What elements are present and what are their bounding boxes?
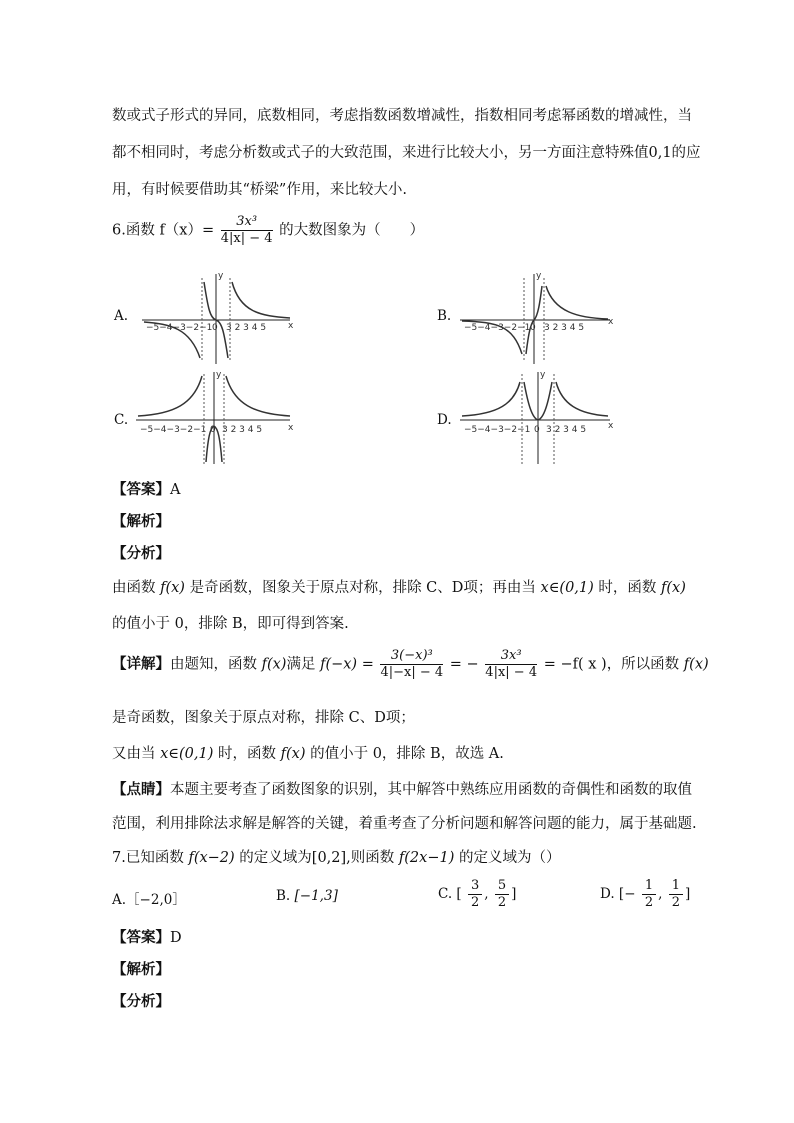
q6-frac-den: 4|x| − 4 [220, 231, 273, 246]
math-interval: x∈(0,1) [540, 580, 594, 596]
text: 的定义域为（） [458, 850, 561, 866]
text: 又由当 [112, 746, 156, 762]
answer-label: 【答案】 [112, 481, 170, 498]
q7-option-b[interactable] [276, 888, 338, 904]
q7-option-a[interactable]: A.［−2,0］ [112, 892, 186, 908]
text: 本题主要考查了函数图象的识别，其中解答中熟练应用函数的奇偶性和函数的取值 [170, 782, 692, 798]
q6-fraction [221, 214, 273, 247]
q6-prefix: 6.函数 f（x）= [112, 222, 215, 239]
q6-fenxi-label [112, 542, 170, 563]
q6-answer [112, 478, 180, 499]
q7-option-d[interactable]: D. [− $\frac{1}{2}$ , $\frac{1}{2}$ ] [600, 878, 691, 910]
intro-line-3: 用，有时候要借助其“桥梁”作用，来比较大小. [112, 182, 407, 198]
x-ticks-negative: −5−4−3−2−1 [146, 323, 213, 333]
q7-fenxi-label [112, 990, 170, 1011]
intro-line-2: 都不相同时，考虑分析数或式子的大致范围，来进行比较大小，另一方面注意特殊值0,1的应 [112, 145, 701, 161]
q6-stem [112, 214, 424, 247]
x-tick-0: 0 [530, 323, 536, 333]
q7-analysis-label [112, 958, 170, 979]
q6-option-a-label: A. [114, 308, 129, 324]
frac [468, 878, 482, 911]
x-ticks-positive: 3 2 3 4 5 [544, 323, 585, 333]
q7-answer [112, 926, 182, 947]
q6-dianjing-line-2: 范围，利用排除法求解是解答的关键，着重考查了分析问题和解答问题的能力，属于基础题. [112, 816, 697, 832]
x-ticks-positive: 3 2 3 4 5 [226, 323, 267, 333]
text: 时，函数 [218, 746, 277, 762]
q6-graph-b[interactable] [458, 268, 618, 368]
text: 由函数 [112, 580, 156, 596]
x-ticks-negative: −5−4−3−2−1 [464, 323, 531, 333]
x-ticks-positive: 3 2 3 4 5 [222, 425, 263, 435]
fenxi-label: 【分析】 [112, 545, 170, 562]
q7-option-c[interactable]: C. [ $\frac{3}{2}$ , $\frac{5}{2}$ ] [438, 878, 517, 910]
math-fx: f(x) [160, 580, 185, 596]
frac [642, 878, 656, 911]
analysis-label: 【解析】 [112, 513, 170, 530]
x-ticks-positive: 3 2 3 4 5 [546, 425, 587, 435]
q6-detail-line-3 [112, 742, 504, 763]
x-ticks-negative: −5−4−3−2−1 [140, 425, 207, 435]
text: 满足 [286, 656, 316, 673]
x-axis-label: x [608, 421, 614, 431]
text: = −f( x )，所以函数 [543, 656, 680, 673]
q6-dianjing-line-1 [112, 778, 692, 799]
frac [495, 878, 509, 911]
q6-graph-c[interactable] [134, 368, 298, 468]
q6-frac-num: 3x³ [221, 214, 273, 231]
x-axis-label: x [608, 317, 614, 327]
q6-detail-line-2: 是奇函数，图象关于原点对称，排除 C、D项； [112, 710, 415, 726]
option-label: C. [438, 886, 453, 902]
frac-den: 2 [497, 895, 507, 910]
frac-num: 1 [669, 878, 683, 895]
q7-stem [112, 846, 560, 867]
frac-num: 5 [495, 878, 509, 895]
q6-fenxi-line-2: 的值小于 0，排除 B，即可得到答案. [112, 616, 349, 632]
q6-graph-a[interactable] [140, 268, 300, 368]
frac-num: 1 [642, 878, 656, 895]
option-value: [−1,3] [294, 888, 338, 904]
math-eq: = − [449, 656, 479, 673]
detail-frac-1 [380, 648, 443, 681]
math-fx: f(x) [280, 746, 306, 762]
detail-label: 【详解】 [112, 655, 170, 673]
text: 由题知，函数 [170, 656, 257, 673]
dianjing-label: 【点睛】 [112, 781, 170, 798]
text: 是奇函数，图象关于原点对称，排除 C、D项；再由当 [189, 580, 536, 596]
option-label: B. [276, 888, 291, 904]
fenxi-label: 【分析】 [112, 993, 170, 1010]
frac-num: 3(−x)³ [380, 648, 443, 665]
q6-detail-line-1 [112, 648, 709, 681]
text: 的值小于 0，排除 B，故选 A. [310, 746, 504, 762]
answer-value: D [170, 930, 182, 946]
frac [669, 878, 683, 911]
q6-suffix: 的大数图象为（ ） [279, 222, 425, 239]
option-label: D. [600, 886, 615, 902]
math-fx: f(x) [261, 656, 287, 673]
y-axis-label: y [216, 370, 222, 380]
frac-num: 3 [468, 878, 482, 895]
x-tick-0: 0 [212, 323, 218, 333]
frac-den: 2 [471, 895, 480, 910]
math-fx: f(x) [683, 656, 709, 673]
frac-den: 2 [644, 895, 654, 910]
frac-den: 4|x| − 4 [485, 665, 538, 680]
q6-analysis-label [112, 510, 170, 531]
text: 7.已知函数 [112, 850, 184, 866]
frac-num: 3x³ [485, 648, 537, 665]
math-interval: x∈(0,1) [160, 746, 214, 762]
answer-label: 【答案】 [112, 929, 170, 946]
q6-option-d-label: D. [437, 412, 452, 428]
math-f-2x-minus-1: f(2x−1) [398, 850, 455, 866]
detail-frac-2 [485, 648, 537, 681]
analysis-label: 【解析】 [112, 961, 170, 978]
text: 的定义域为[0,2],则函数 [239, 850, 395, 866]
text: 时，函数 [598, 580, 657, 596]
math-fx: f(x) [661, 580, 686, 596]
x-ticks-negative: −5−4−3−2−1 [464, 425, 531, 435]
math-f-x-minus-2: f(x−2) [188, 850, 235, 866]
x-tick-0: 0 [210, 425, 216, 435]
answer-value: A [170, 482, 181, 498]
q6-option-b-label: B. [437, 308, 452, 324]
math-f-neg-x: f(−x) = [320, 656, 374, 673]
q6-graph-d[interactable] [458, 368, 618, 468]
frac-den: 4|−x| − 4 [380, 665, 444, 680]
q6-fenxi-line-1 [112, 576, 686, 597]
y-axis-label: y [218, 271, 224, 281]
y-axis-label: y [536, 271, 542, 281]
y-axis-label: y [540, 370, 546, 380]
x-axis-label: x [288, 423, 294, 433]
q6-option-c-label: C. [114, 412, 129, 428]
x-axis-label: x [288, 321, 294, 331]
x-tick-0: 0 [534, 425, 540, 435]
intro-line-1: 数或式子形式的异同，底数相同，考虑指数函数增减性，指数相同考虑幂函数的增减性，当 [112, 108, 692, 124]
frac-den: 2 [671, 895, 680, 910]
